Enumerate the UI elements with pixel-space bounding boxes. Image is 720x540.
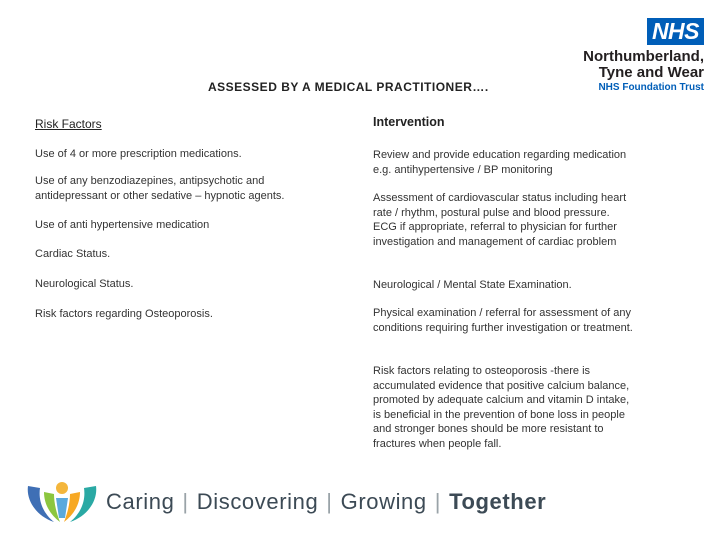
page-title: ASSESSED BY A MEDICAL PRACTITIONER…. [208,80,489,94]
trust-name [564,49,704,81]
risk-factors-header: Risk Factors [35,117,102,131]
value-caring: Caring [106,489,175,514]
risk-factor-sedatives: Use of any benzodiazepines, antipsychotic and antidepressant or other sedative – hypnotic agents. [35,175,285,202]
hands-figure-icon [24,478,100,526]
risk-factor-cardiac: Cardiac Status. [35,248,111,260]
values-footer [24,478,546,526]
intervention-physical-exam: Physical examination / referral for assessment of any conditions requiring further investigation or treatment. [373,307,633,334]
value-discovering: Discovering [196,489,319,514]
nhs-trust-logo [564,18,704,93]
trust-name-line2: Tyne and Wear [598,64,704,81]
intervention-neurological: Neurological / Mental State Examination. [373,279,572,291]
value-separator: | [434,489,442,514]
intervention-osteoporosis: Risk factors relating to osteoporosis -there is accumulated evidence that positive calcium balance, promoted by adequate calcium and vitamin D intake, is beneficial in the prevention of bone loss in people and stronger bones should be more resistant to fractures when people fall. [373,365,630,450]
intervention-header: Intervention [373,115,445,129]
risk-factor-neurological: Neurological Status. [35,278,134,290]
value-separator: | [326,489,333,514]
risk-factor-antihypertensive: Use of anti hypertensive medication [35,219,210,231]
intervention-cardiovascular: Assessment of cardiovascular status including heart rate / rhythm, postural pulse and blood pressure. ECG if appropriate, referral to physician for further investigation and management of cardiac problem [373,192,627,248]
trust-subtitle: NHS Foundation Trust [598,82,704,93]
risk-factor-osteoporosis: Risk factors regarding Osteoporosis. [35,308,213,320]
value-together: Together [449,489,547,514]
trust-name-line1: Northumberland, [583,48,704,65]
value-separator: | [182,489,189,514]
risk-factor-medications: Use of 4 or more prescription medications. [35,148,242,160]
value-growing: Growing [340,489,427,514]
values-text [106,489,546,515]
nhs-logo-badge: NHS [647,18,704,45]
intervention-medication-review: Review and provide education regarding medication e.g. antihypertensive / BP monitoring [373,149,627,176]
